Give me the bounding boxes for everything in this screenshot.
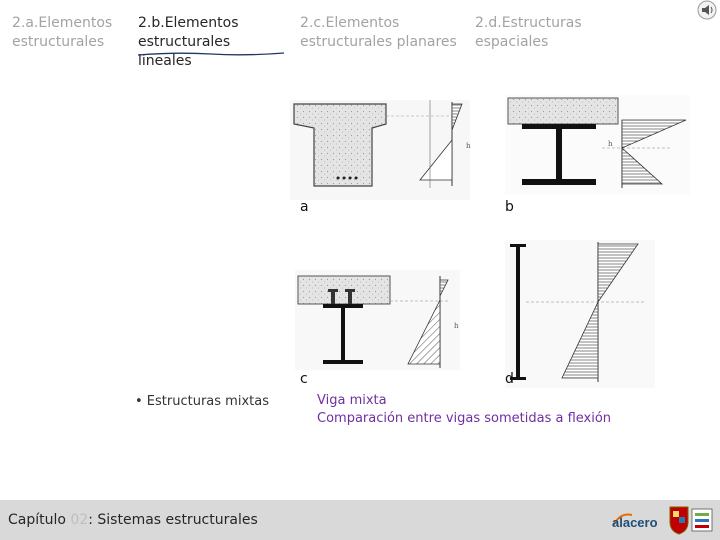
dimension-h-c: h bbox=[454, 322, 459, 330]
active-underline bbox=[136, 49, 286, 59]
crest-logo bbox=[666, 504, 716, 536]
nav-item-elementos-estructurales[interactable]: 2.a.Elementos estructurales bbox=[12, 15, 113, 50]
footer-prefix: Capítulo bbox=[8, 512, 71, 528]
diagram-c bbox=[295, 270, 460, 370]
nav-item-elementos-planares[interactable]: 2.c.Elementos estructurales planares bbox=[300, 15, 457, 50]
diagram-d bbox=[505, 240, 655, 388]
diagram-label-d: d bbox=[505, 371, 514, 387]
diagram-label-b: b bbox=[505, 199, 514, 215]
dimension-h-b: h bbox=[608, 140, 613, 148]
dimension-h-a: h bbox=[466, 142, 471, 150]
diagram-label-a: a bbox=[300, 199, 309, 215]
alacero-logo bbox=[610, 508, 664, 532]
footer-suffix: : Sistemas estructurales bbox=[88, 512, 258, 528]
diagram-label-c: c bbox=[300, 371, 308, 387]
caption-subtitle: Comparación entre vigas sometidas a flexión bbox=[317, 411, 612, 426]
diagram-b bbox=[505, 95, 690, 195]
diagram-a bbox=[290, 100, 471, 200]
footer-chapter bbox=[8, 512, 258, 528]
speaker-icon[interactable] bbox=[696, 0, 718, 20]
beam-comparison-figure bbox=[290, 80, 690, 390]
footer-chapter-number: 02 bbox=[70, 512, 89, 528]
nav-item-estructuras-espaciales[interactable]: 2.d.Estructuras espaciales bbox=[475, 15, 582, 50]
caption-title: Viga mixta bbox=[317, 393, 387, 408]
nav-item-elementos-lineales[interactable]: 2.b.Elementos estructurales lineales bbox=[138, 15, 239, 69]
bullet-estructuras-mixtas: • Estructuras mixtas bbox=[135, 394, 269, 409]
logo-text: alacero bbox=[612, 515, 658, 530]
